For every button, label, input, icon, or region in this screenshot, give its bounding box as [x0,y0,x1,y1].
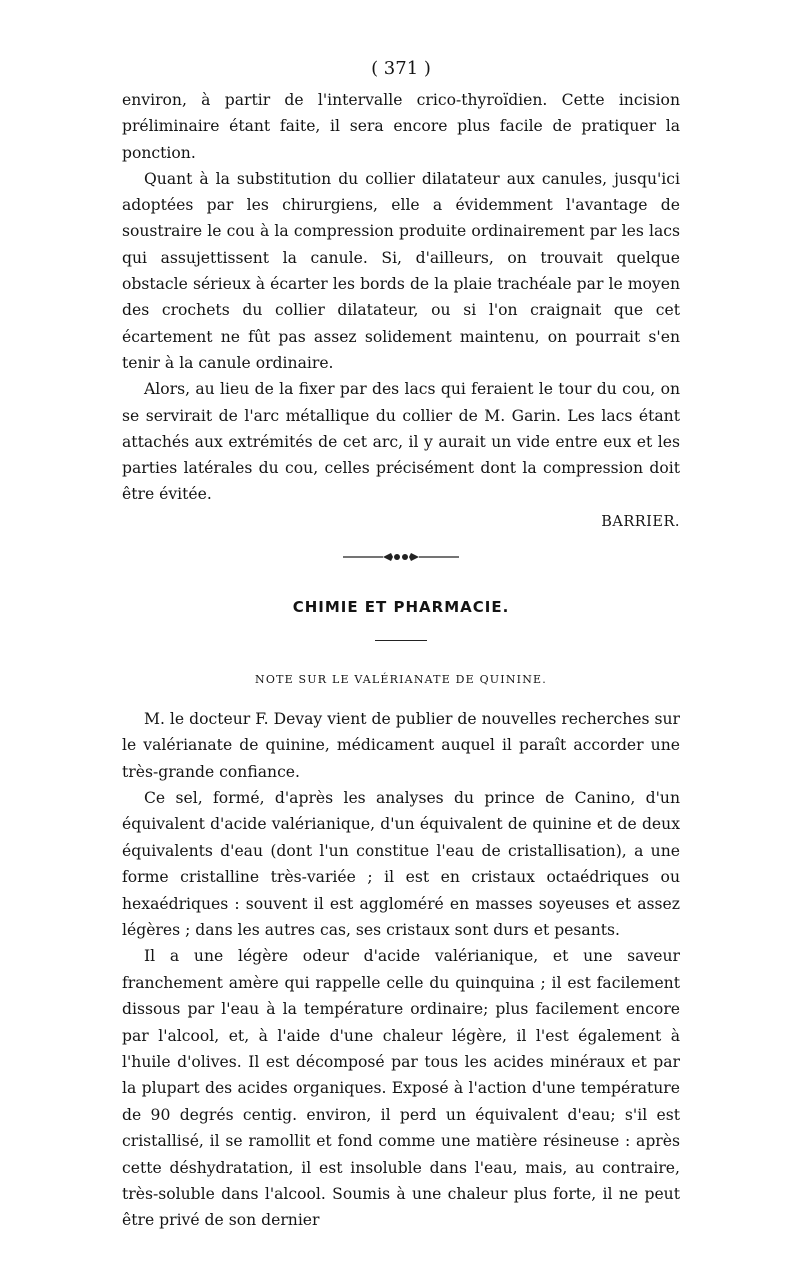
paragraph: Alors, au lieu de la fixer par des lacs qui feraient le tour du cou, on se servirait de l'arc métallique du collier de M. Garin. Les lacs étant attachés aux extrémités de cet arc, il y aurait un vide entre eux et les parties latérales du cou, celles précisément dont la compression doit être évitée. [122,380,680,504]
paragraph: Quant à la substitution du collier dilatateur aux canules, jusqu'ici adoptées par les chirurgiens, elle a évidemment l'avantage de soustraire le cou à la compression produite ordinairement par les lacs qui assujettissent la canule. Si, d'ailleurs, on trouvait quelque obstacle sérieux à écarter les bords de la plaie trachéale par le moyen des crochets du collier dilatateur, ou si l'on craignait que cet écartement ne fût pas assez solidement maintenu, on pourrait s'en tenir à la canule ordinaire. [122,169,680,372]
article-body [122,706,680,1234]
ornament-divider [122,550,680,564]
book-page [122,58,680,1234]
paragraph: environ, à partir de l'intervalle crico-thyroïdien. Cette incision préliminaire étant faite, il sera encore plus facile de pratiquer la ponction. [122,91,680,162]
paragraph: Il a une légère odeur d'acide valérianique, et une saveur franchement amère qui rappelle celle du quinquina ; il est facilement dissous par l'eau à la température ordinaire; plus facilement encore par l'alcool, et, à l'aide d'une chaleur légère, il l'est également à l'huile d'olives. Il est décomposé par tous les acides minéraux et par la plupart des acides organiques. Exposé à l'action d'une température de 90 degrés centig. environ, il perd un équivalent d'eau; s'il est cristallisé, il se ramollit et fond comme une matière résineuse : après cette déshydratation, il est insoluble dans l'eau, mais, au contraire, très-soluble dans l'alcool. Soumis à une chaleur plus forte, il ne peut être privé de son dernier [122,947,680,1230]
paragraph: M. le docteur F. Devay vient de publier de nouvelles recherches sur le valérianate de quinine, médicament auquel il paraît accorder une très-grande confiance. [122,709,680,781]
article-title: NOTE SUR LE VALÉRIANATE DE QUININE. [255,672,547,686]
first-section [122,87,680,530]
paragraph: Ce sel, formé, d'après les analyses du prince de Canino, d'un équivalent d'acide valérianique, d'un équivalent de quinine et de deux équivalents d'eau (dont l'un constitue l'eau de cristallisation), a une forme cristalline très-variée ; il est en cristaux octaédriques ou hexaédriques : souvent il est aggloméré en masses soyeuses et assez légères ; dans les autres cas, ses cristaux sont durs et pesants. [122,788,680,939]
section-title: CHIMIE ET PHARMACIE. [292,597,510,616]
author-signature: BARRIER. [601,513,680,530]
title-rule [375,640,427,641]
page-number: ( 371 ) [371,58,431,79]
